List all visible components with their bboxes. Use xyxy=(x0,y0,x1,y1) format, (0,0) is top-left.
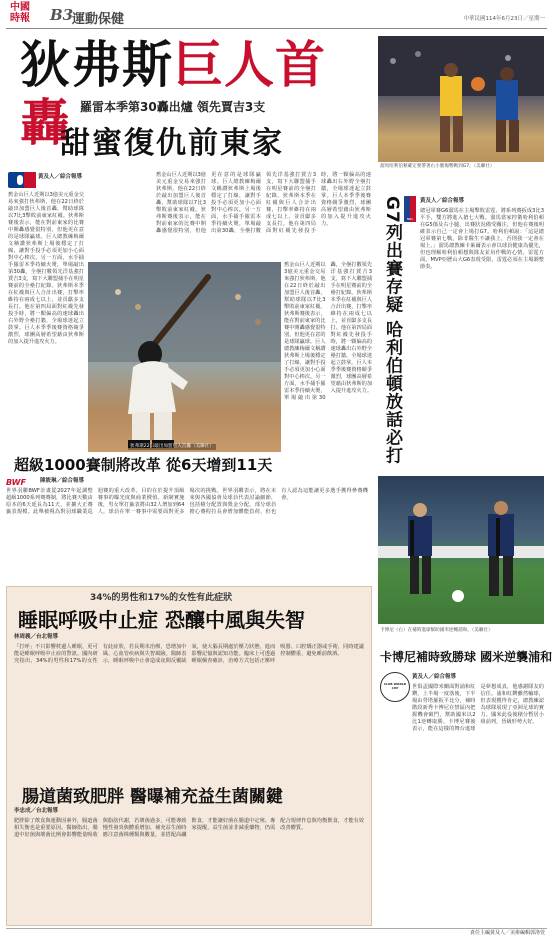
section-title: 運動保健 xyxy=(72,12,125,27)
footer-rule xyxy=(6,928,547,929)
lead-body-right: 舊金山巨人近期以3億美元重金交易來強打狄弗斯，他在22日終於敲出加盟巨人後首轟，幫助球隊以7比3擊敗前東家紅襪。狄弗斯賽後表示，能在對前東家的比賽中開轟感覺很特別，但他更在意的是球隊贏球。巨人總教練梅爾文稱讚狄弗斯上場後穩定了打線，讓對手投手必須更加小心面對中心棒次。另一方面，水手捕手羅雷本季持續火燙，單場敲出第30轟，全壘打數領先洋基強打賈吉3支，寫下大聯盟捕手在明星賽前的全壘打紀錄。狄弗斯本季在紅襪與巨人合計出賽，打擊率維持在兩成七以上，並貢獻多支長打。他在第四局面對紅襪先發投手時，將一顆偏高的速球轟出右外野全壘打牆，全場球迷起立鼓掌。巨人本季季後賽資格競爭激烈，球團高層希望藉由狄弗斯的加入提升進攻火力。 xyxy=(156,172,371,234)
lead-headline-red: 巨人首轟 xyxy=(20,36,326,152)
lead-banner: 甜蜜復仇前東家 xyxy=(60,126,284,161)
logo-line2: 時報 xyxy=(10,13,30,24)
lead-byline: 黃及人／綜合報導 xyxy=(38,174,83,180)
lead-photo xyxy=(88,262,281,452)
editor-line: 責任主編黃及人／美術編輯郭洛萱 xyxy=(469,930,545,936)
club-wc-logo xyxy=(380,672,410,702)
newspaper-logo xyxy=(6,2,34,24)
masthead-rule xyxy=(6,28,547,29)
soccer-photo-caption: 卡博尼（右）在補時進球幫助國米逆轉浦和。（美聯社） xyxy=(380,628,493,633)
health2-body: 肥胖除了飲食與運動因素外，腸道菌相失衡也是重要原因。醫師指出，腸道中好菌與壞菌比例會影響能量吸收與脂肪代謝，若壞菌過多，可能導致慢性發炎與體重增加。補充益生菌時應注意菌株種類與數量，並搭配高纖飲食，才能讓好菌在腸道中定殖。專家提醒，益生菌並非減重藥物，仍需配合規律作息與均衡飲食，才能有效改善體質。 xyxy=(14,818,364,838)
basketball-illustration xyxy=(378,36,544,162)
nba-body: 總冠軍賽G6溜馬在主場擊敗雷霆，將系列賽扳成3比3平手，雙方將進入搶七大戰。溜馬當家控衛哈利伯頓在G5傷及右小腿，出賽狀況備受關注，但他在賽後明確表示自己一定會上場打G7。哈利伯頓說：「這是總冠軍賽第七戰，除非醫生不讓我上，否則我一定會在場上。」溜馬總教練卡萊爾表示會以球員健康為優先，但也理解哈利伯頓想與隊友並肩作戰的心情。雷霆方面，MVP亞歷山大G6表現受限，雷霆必須在主場調整節奏。 xyxy=(420,208,544,270)
health1-body: 「打呼」不只影響枕邊人睡眠，更可能是睡眠呼吸中止症的警訊。國內研究指出，34%的男性和17%的女性有此症狀，若長期未治療，恐增加中風、心血管疾病與失智風險。醫師表示，睡眠呼吸中止會造成夜間反覆缺氧，使大腦長期處於壓力狀態，進而影響記憶與認知功能。臨床上可透過睡眠檢查確診，治療方式包括正壓呼吸器、口腔矯正器或手術，同時建議控制體重、避免睡前飲酒。 xyxy=(14,644,364,664)
logo-line1: 中國 xyxy=(10,2,30,13)
soccer-illustration xyxy=(378,476,544,624)
nba-logo-text: NBA xyxy=(406,217,414,221)
health1-kicker: 34%的男性和17%的女性有此症狀 xyxy=(90,593,233,603)
health1-byline: 林周義／台北報導 xyxy=(14,634,59,640)
nba-photo-caption: 溜馬哈利伯頓確定要帶著右小腿傷勢戰到G7。（美聯社） xyxy=(380,164,495,169)
lead-body-right2: 舊金山巨人近期以3億美元重金交易來強打狄弗斯，他在22日終於敲出加盟巨人後首轟，幫助球隊以7比3擊敗前東家紅襪。狄弗斯賽後表示，能在對前東家的比賽中開轟感覺很特別，但他更在意的是球隊贏球。巨人總教練梅爾文稱讚狄弗斯上場後穩定了打線，讓對手投手必須更加小心面對中心棒次。另一方面，水手捕手羅雷本季持續火燙，單場敲出第30轟，全壘打數領先洋基強打賈吉3支，寫下大聯盟捕手在明星賽前的全壘打紀錄。狄弗斯本季在紅襪與巨人合計出賽，打擊率維持在兩成七以上，並貢獻多支長打。他在第四局面對紅襪先發投手時，將一顆偏高的速球轟出右外野全壘打牆，全場球迷起立鼓掌。巨人本季季後賽資格競爭激烈，球團高層希望藉由狄弗斯的加入提升進攻火力。 xyxy=(284,262,373,401)
lead-headline-black: 狄弗斯 xyxy=(20,36,173,94)
health2-byline: 李忠成／台北報導 xyxy=(14,808,59,814)
badminton-headline: 超級1000賽制將改革 從6天增到11天 xyxy=(14,456,273,474)
club-wc-body: 世俱盃國際米蘭面對浦和紅鑽，上半場一度落後，下半場由勞塔羅扳平比分，補時階段新秀卡博尼在禁區內把握機會破門，幫助國米以2比1逆轉取勝。卡博尼賽後表示，能在這樣的舞台進球是夢想成真，他感謝隊友的信任。浦和紅鑽雖然輸球，但表現獲得肯定，總教練認為球隊展現了亞洲足球的實力。國米此役後積分暫居小組前列，晉級形勢大好。 xyxy=(412,684,544,732)
mlb-logo xyxy=(8,172,36,188)
club-wc-logo-text: CLUB WORLD CUP xyxy=(383,682,407,690)
health2-headline: 腸道菌致肥胖 醫曝補充益生菌關鍵 xyxy=(22,787,283,807)
nba-headline: G7列出賽存疑 哈利伯頓放話必打 xyxy=(382,196,402,465)
batter-illustration xyxy=(88,262,281,452)
bwf-logo: BWF xyxy=(6,478,26,487)
page-code: B3 xyxy=(50,6,74,24)
lead-photo-caption: 狄弗斯22日敲出加盟巨人首轟（美聯社） xyxy=(130,444,214,449)
masthead xyxy=(0,0,553,30)
nba-logo xyxy=(404,196,416,222)
lead-subhead: 羅雷本季第30轟出爐 領先賈吉3支 xyxy=(80,100,266,114)
badminton-byline: 陳筱琳／綜合報導 xyxy=(40,478,85,484)
nba-photo xyxy=(378,36,544,162)
health1-headline: 睡眠呼吸中止症 恐釀中風與失智 xyxy=(18,608,305,632)
nba-byline: 黃及人／綜合報導 xyxy=(420,198,465,204)
club-wc-headline: 卡博尼補時致勝球 國米逆襲浦和 xyxy=(380,650,553,664)
club-wc-byline: 黃及人／綜合報導 xyxy=(412,674,457,680)
soccer-photo xyxy=(378,476,544,624)
date-line: 中華民國114年6月23日／星期一 xyxy=(463,16,545,22)
badminton-body: 世界羽聯BWF計畫從2027年起調整超級1000系列賽賽制，將比賽天數由原本的6天延長為11天，並擴大正賽籤表規模。此舉被視為對羽球職業巡迴賽的重大改革，目的在於提升頂級賽事的曝光度與商業價值。新制實施後，男女單打籤表將由32人增加到64人，球員在單一賽事中需要面對更多場次的挑戰。世界羽聯表示，將在未來與各國協會及球員代表討論細節，包括積分配置與獎金分配。部分球員擔心賽程拉長會增加體能負荷，但也有人認為這能讓更多選手獲得參賽機會。 xyxy=(6,488,368,515)
lead-body-col1: 舊金山巨人近期以3億美元重金交易來強打狄弗斯，他在22日終於敲出加盟巨人後首轟，幫助球隊以7比3擊敗前東家紅襪。狄弗斯賽後表示，能在對前東家的比賽中開轟感覺很特別，但他更在意的是球隊贏球。巨人總教練梅爾文稱讚狄弗斯上場後穩定了打線，讓對手投手必須更加小心面對中心棒次。另一方面，水手捕手羅雷本季持續火燙，單場敲出第30轟，全壘打數領先洋基強打賈吉3支，寫下大聯盟捕手在明星賽前的全壘打紀錄。狄弗斯本季在紅襪與巨人合計出賽，打擊率維持在兩成七以上，並貢獻多支長打。他在第四局面對紅襪先發投手時，將一顆偏高的速球轟出右外野全壘打牆，全場球迷起立鼓掌。巨人本季季後賽資格競爭激烈，球團高層希望藉由狄弗斯的加入提升進攻火力。 xyxy=(8,192,84,345)
